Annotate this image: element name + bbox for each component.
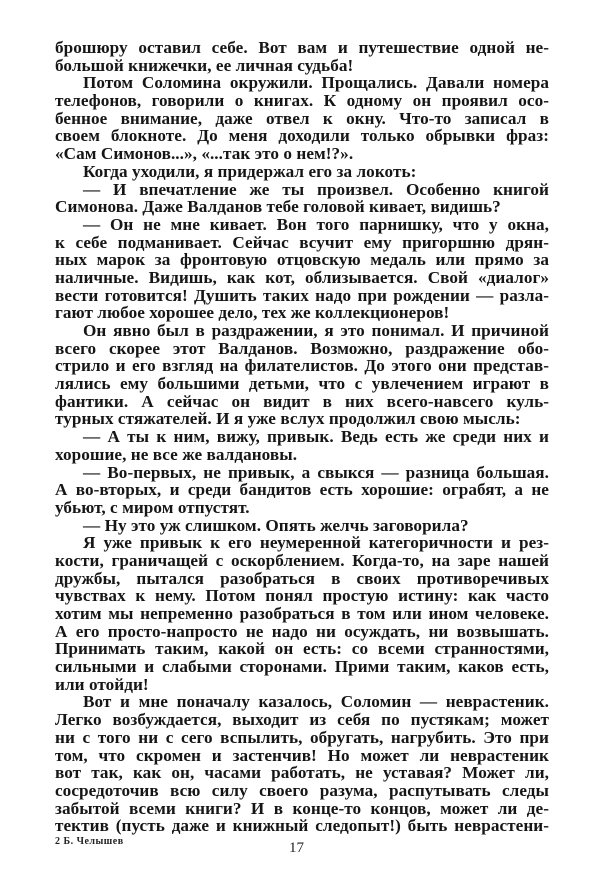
text-line: дружбы, пытался разобраться в своих противоречивых [55, 568, 549, 588]
text-line: ных марок за фронтовую отцовскую медаль или прямо за [55, 250, 549, 270]
paragraph [55, 163, 549, 181]
text-line: — И впечатление же ты произвел. Особенно книгой [83, 179, 549, 199]
text-line: или отойди! [55, 674, 149, 694]
text-line: телефонов, говорили о книгах. К одному он проявил осо- [55, 91, 549, 111]
text-line: гают любое хорошее дело, тех же коллекционеров! [55, 303, 450, 323]
text-line: Легко возбуждается, выходит из себя по пустякам; может [55, 710, 549, 730]
text-line: вести готовится! Душить таких надо при рождении — разла- [55, 285, 549, 305]
text-line: ни с того ни с сего вспылить, обругать, нагрубить. Это при [55, 727, 549, 747]
text-line: стрило и его взгляд на филателистов. До этого они представ- [55, 356, 549, 376]
text-line: «Сам Симонов...», «...так это о нем!?». [55, 144, 354, 164]
paragraph [55, 428, 549, 463]
text-line: брошюру оставил себе. Вот вам и путешествие одной не- [55, 38, 549, 57]
text-line: Симонова. Даже Валданов тебе головой кивает, видишь? [55, 197, 501, 217]
text-line: турных стяжателей. И я уже вслух продолжил свою мысль: [55, 409, 521, 429]
text-line: лялись ему большими детьми, что с увлечением играют в [55, 374, 549, 394]
text-line: Вот и мне поначалу казалось, Соломин — неврастеник. [83, 692, 549, 712]
book-page-text [55, 39, 549, 835]
text-line: — Ну это уж слишком. Опять желчь заговорила? [83, 515, 469, 535]
paragraph [55, 181, 549, 216]
text-line: всего скорее этот Валданов. Возможно, раздражение обо- [55, 338, 549, 358]
text-line: своем блокноте. До меня доходили только обрывки фраз: [55, 126, 549, 146]
text-line: вот так, как он, часами работать, не уставая? Может ли, [55, 763, 549, 783]
paragraph [55, 216, 549, 322]
paragraph [55, 534, 549, 693]
text-line: А во-вторых, и среди бандитов есть хорошие: ограбят, а не [55, 480, 549, 500]
text-line: хотим мы непременно разобраться в том или ином человеке. [55, 604, 549, 623]
text-line: тектив (пусть даже и книжный следопыт!) быть неврастени- [55, 816, 549, 836]
text-line: сильными и слабыми сторонами. Прими таким, каков есть, [55, 657, 549, 677]
page-number: 17 [289, 840, 304, 856]
printer-signature-mark: 2 Б. Челышев [55, 836, 124, 847]
text-line: — А ты к ним, вижу, привык. Ведь есть же среди них и [83, 427, 549, 447]
text-line: фантики. А сейчас он видит в них всего-навсего куль- [55, 391, 549, 411]
paragraph [55, 39, 549, 74]
paragraph [55, 693, 549, 835]
text-line: А его просто-напросто не надо ни осуждать, ни возвышать. [55, 621, 549, 641]
text-line: большой книжечки, ее личная судьба! [55, 55, 354, 75]
text-line: убьют, с миром отпустят. [55, 497, 250, 517]
paragraph [55, 74, 549, 162]
text-line: к себе подманивает. Сейчас всучит ему пригоршню дрян- [55, 232, 549, 252]
text-line: Принимать таким, какой он есть: со всеми странностями, [55, 639, 549, 659]
text-line: хорошие, не все же валдановы. [55, 444, 298, 464]
paragraph [55, 464, 549, 517]
text-line: Потом Соломина окружили. Прощались. Давали номера [83, 73, 549, 93]
text-line: наличные. Видишь, как кот, облизывается. Свой «диалог» [55, 267, 549, 287]
text-line: Когда уходили, я придержал его за локоть: [83, 161, 417, 181]
paragraph [55, 517, 549, 535]
text-line: — Во-первых, не привык, а свыкся — разница большая. [83, 462, 549, 482]
text-line: том, что скромен и застенчив! Но может ли неврастеник [55, 745, 549, 765]
text-line: — Он не мне кивает. Вон того парнишку, что у окна, [83, 214, 549, 234]
paragraph [55, 322, 549, 428]
text-line: сосредоточив всю силу своего разума, распутывать следы [55, 780, 549, 800]
text-line: кости, граничащей с оскорблением. Когда-то, на заре нашей [55, 550, 549, 570]
text-line: Я уже привык к его неумеренной категоричности и рез- [83, 533, 549, 553]
text-line: забытой всеми книги? И в конце-то концов, может ли де- [55, 798, 549, 818]
text-line: Он явно был в раздражении, я это понимал. И причиной [83, 321, 549, 340]
text-line: чувствах к нему. Потом понял простую истину: как часто [55, 586, 549, 606]
text-line: бенное внимание, даже отвел к окну. Что-то записал в [55, 108, 549, 128]
